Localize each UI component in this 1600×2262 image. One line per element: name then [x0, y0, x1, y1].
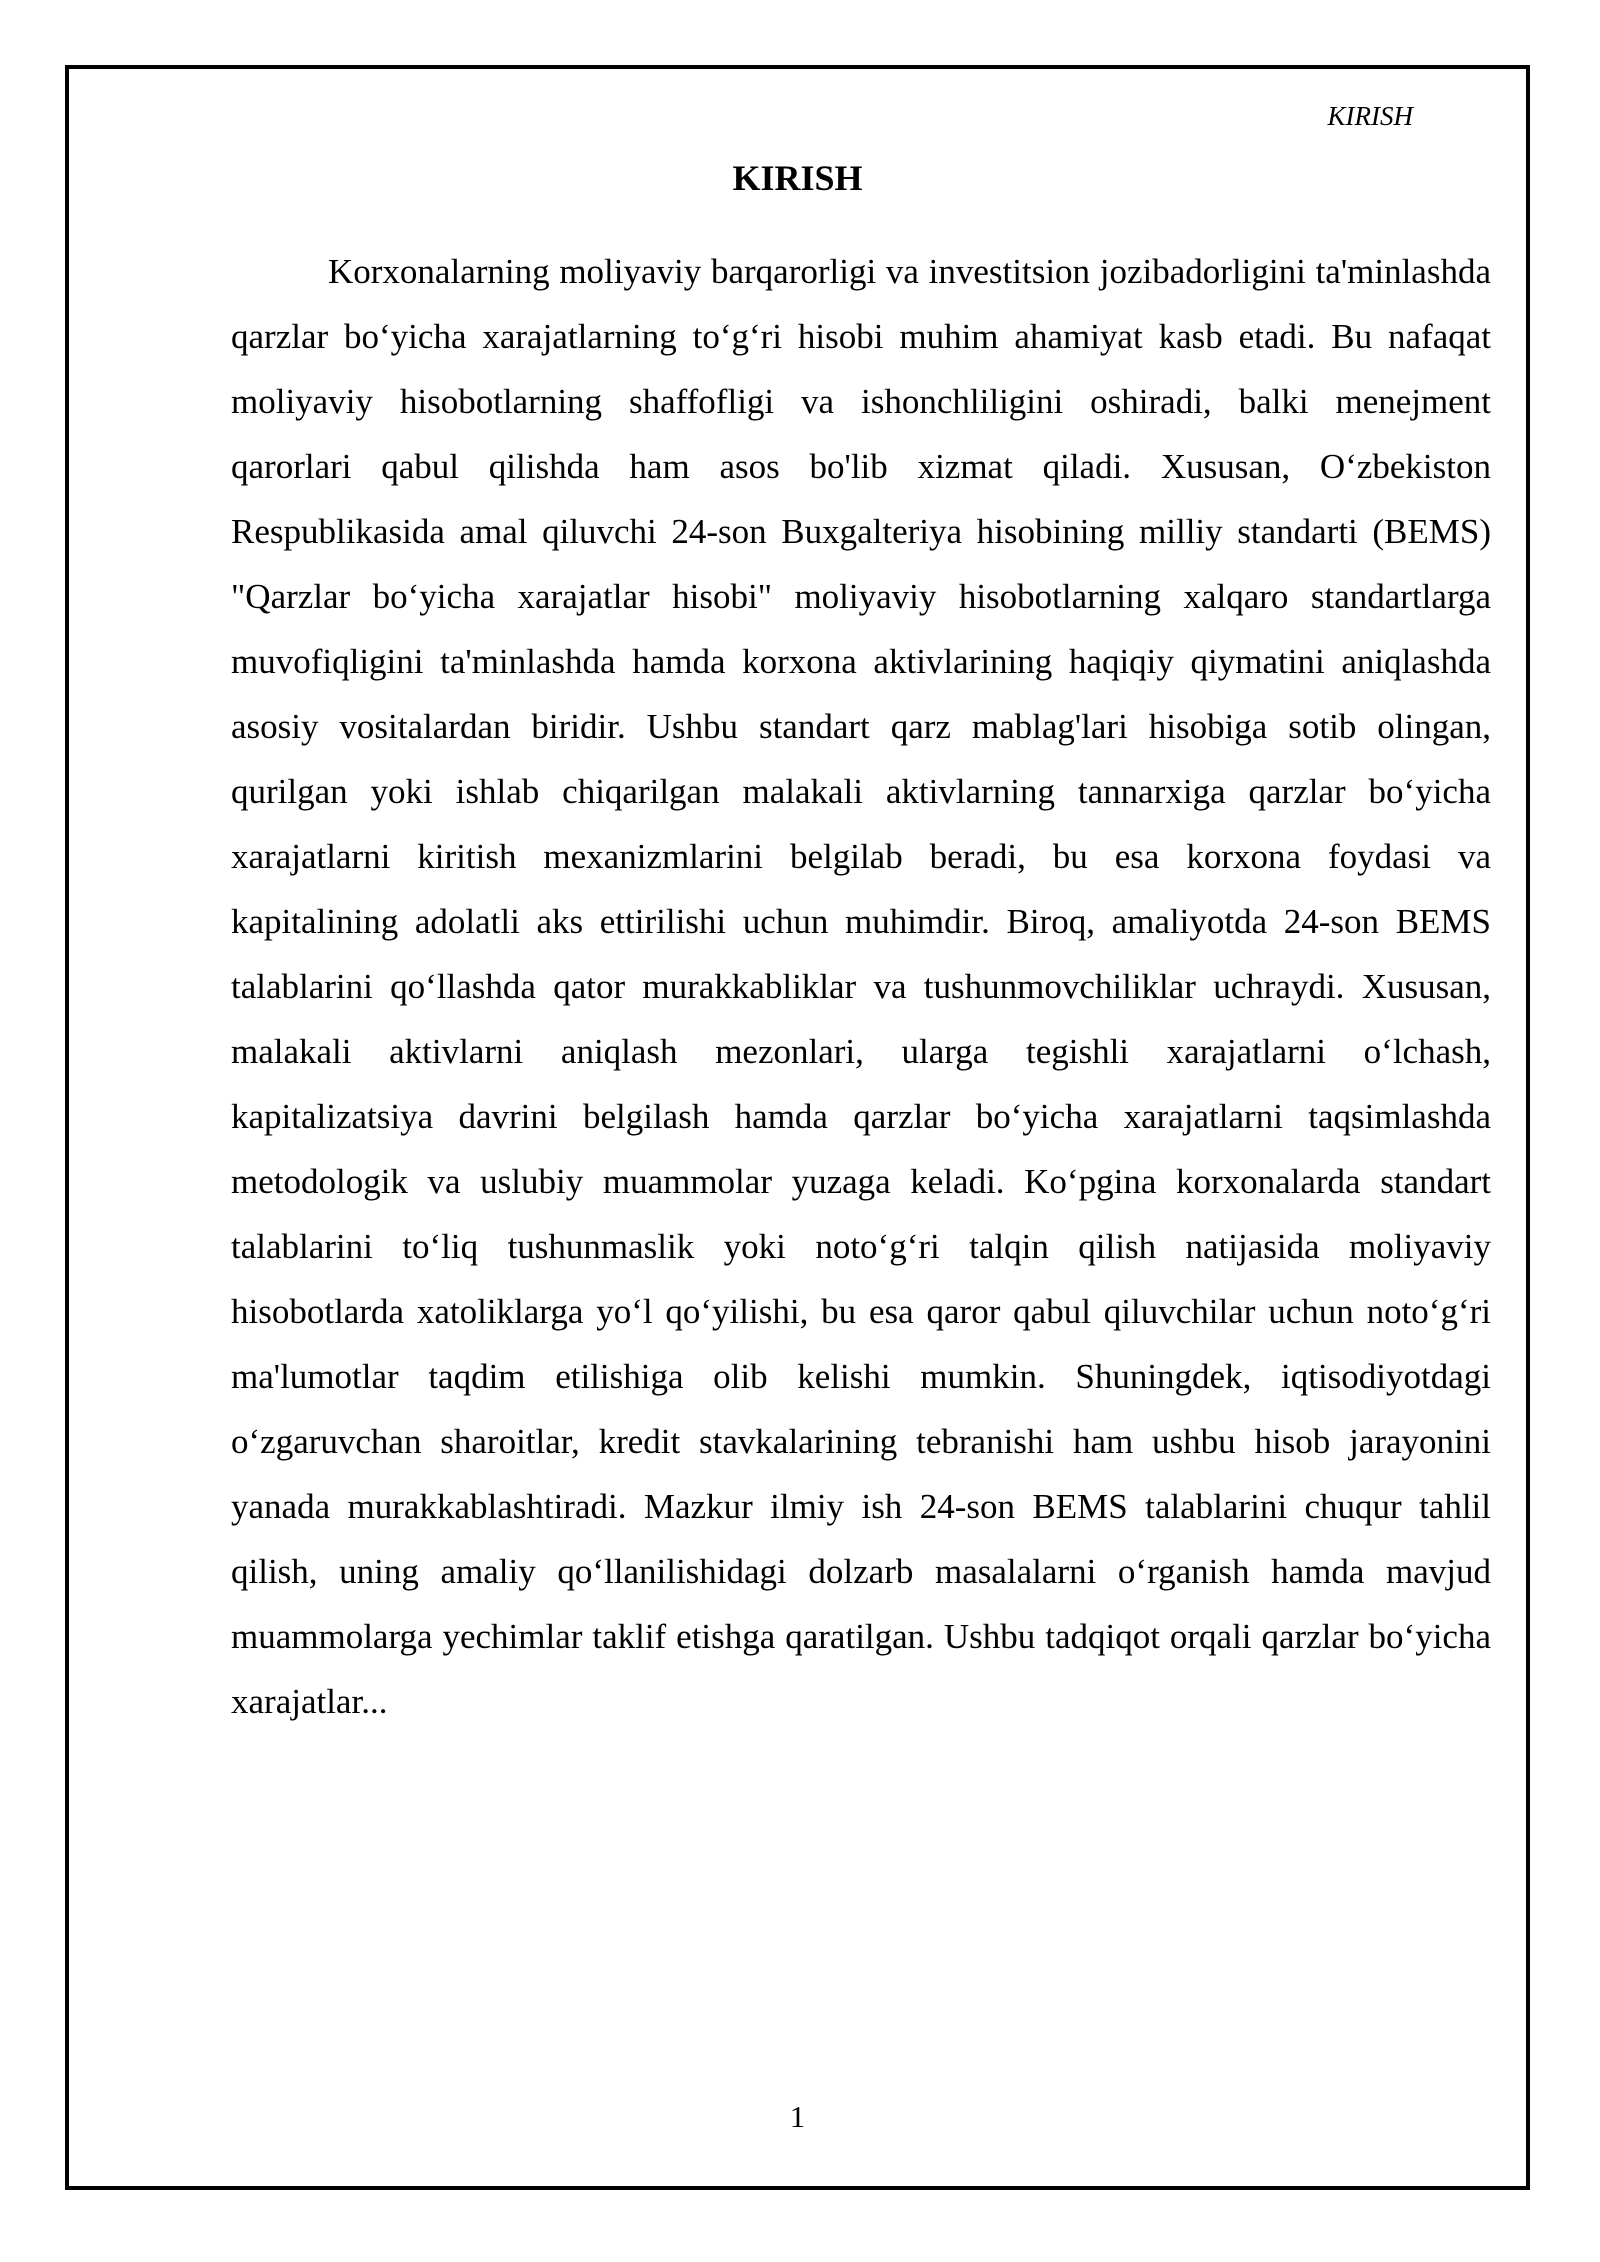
- document-title: KIRISH: [732, 158, 863, 198]
- page-border: [65, 65, 1530, 2190]
- page-number: 1: [789, 2099, 806, 2134]
- running-header: KIRISH: [1327, 101, 1413, 131]
- body-paragraph: Korxonalarning moliyaviy barqarorligi va investitsion jozibadorligini ta'minlashda qarzlar bo‘yicha xarajatlarning to‘g‘ri hisobi muhim ahamiyat kasb etadi. Bu nafaqat moliyaviy hisobotlarning shaffofligi va ishonchliligini oshiradi, balki menejment qarorlari qabul qilishda ham asos bo'lib xizmat qiladi. Xususan, O‘zbekiston Respublikasida amal qiluvchi 24-son Buxgalteriya hisobining milliy standarti (BEMS) "Qarzlar bo‘yicha xarajatlar hisobi" moliyaviy hisobotlarning xalqaro standartlarga muvofiqligini ta'minlashda hamda korxona aktivlarining haqiqiy qiymatini aniqlashda asosiy vositalardan biridir. Ushbu standart qarz mablag'lari hisobiga sotib olingan, qurilgan yoki ishlab chiqarilgan malakali aktivlarning tannarxiga qarzlar bo‘yicha xarajatlarni kiritish mexanizmlarini belgilab beradi, bu esa korxona foydasi va kapitalining adolatli aks ettirilishi uchun muhimdir. Biroq, amaliyotda 24-son BEMS talablarini qo‘llashda qator murakkabliklar va tushunmovchiliklar uchraydi. Xususan, malakali aktivlarni aniqlash mezonlari, ularga tegishli xarajatlarni o‘lchash, kapitalizatsiya davrini belgilash hamda qarzlar bo‘yicha xarajatlarni taqsimlashda metodologik va uslubiy muammolar yuzaga keladi. Ko‘pgina korxonalarda standart talablarini to‘liq tushunmaslik yoki noto‘g‘ri talqin qilish natijasida moliyaviy hisobotlarda xatoliklarga yo‘l qo‘yilishi, bu esa qaror qabul qiluvchilar uchun noto‘g‘ri ma'lumotlar taqdim etilishiga olib kelishi mumkin. Shuningdek, iqtisodiyotdagi o‘zgaruvchan sharoitlar, kredit stavkalarining tebranishi ham ushbu hisob jarayonini yanada murakkablashtiradi. Mazkur ilmiy ish 24-son BEMS talablarini chuqur tahlil qilish, uning amaliy qo‘llanilishidagi dolzarb masalalarni o‘rganish hamda mavjud muammolarga yechimlar taklif etishga qaratilgan. Ushbu tadqiqot orqali qarzlar bo‘yicha xarajatlar...: [231, 252, 1491, 1721]
